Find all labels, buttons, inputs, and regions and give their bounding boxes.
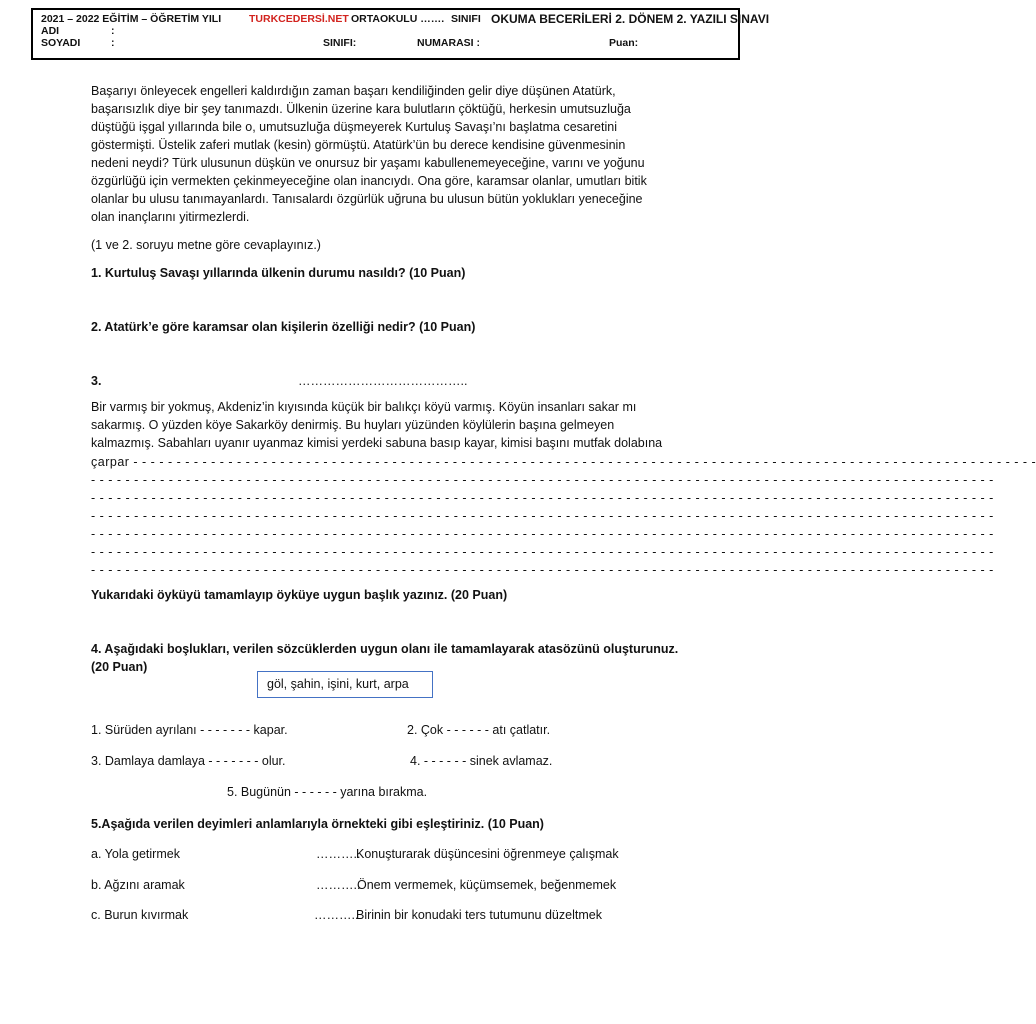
- proverb-item-1: 1. Sürüden ayrılanı - - - - - - - kapar.: [91, 723, 288, 737]
- writing-line[interactable]: [91, 561, 994, 579]
- proverb-item-3: 3. Damlaya damlaya - - - - - - - olur.: [91, 754, 286, 768]
- passage-instruction: (1 ve 2. soruyu metne göre cevaplayınız.): [91, 238, 321, 252]
- brand-name: TURKCEDERSİ.NET: [249, 13, 349, 25]
- question-3: Yukarıdaki öyküyü tamamlayıp öyküye uygun başlık yazınız. (20 Puan): [91, 588, 508, 602]
- name-colon: :: [111, 25, 115, 37]
- question-1: 1. Kurtuluş Savaşı yıllarında ülkenin durumu nasıldı? (10 Puan): [91, 266, 466, 280]
- story-line: kalmazmış. Sabahları uyanır uyanmaz kimisi yerdeki sabuna basıp kayar, kimisi başını mutfak dolabına: [91, 436, 663, 450]
- dash-fill: - - - - - - - - - - - - - - - - - - - - - - - - - - - - - - - - - - - - - - - - - - - - - - - - - - - - - - - - - - - - - - - - - - - - - - - - - - - - - - - - - - - - - - - - - - - - - - - - - - - - - - - - -: [91, 563, 994, 577]
- title-blank: …………………………………..: [298, 374, 468, 388]
- idiom-b: b. Ağzını aramak: [91, 878, 185, 892]
- match-blank-c[interactable]: ………..: [314, 908, 359, 922]
- dash-fill: - - - - - - - - - - - - - - - - - - - - - - - - - - - - - - - - - - - - - - - - - - - - - - - - - - - - - - - - - - - - - - - - - - - - - - - - - - - - - - - - - - - - - - - - - - - - - - - - - - - - - - - - -: [91, 545, 994, 559]
- class-field-label: SINIFI:: [323, 37, 357, 49]
- exam-title: OKUMA BECERİLERİ 2. DÖNEM 2. YAZILI SINAVI: [491, 12, 770, 26]
- passage-line: başarısızlık diye bir şey tanımazdı. Ülkenin üzerine kara bulutların çöktüğü, herkesin umutsuzluğa: [91, 102, 631, 116]
- proverb-item-5: 5. Bugünün - - - - - - yarına bırakma.: [227, 785, 428, 799]
- idiom-c: c. Burun kıvırmak: [91, 908, 189, 922]
- story-line: Bir varmış bir yokmuş, Akdeniz’in kıyısında küçük bir balıkçı köyü varmış. Köyün insanları sakar mı: [91, 400, 637, 414]
- header-title-row: [41, 12, 770, 26]
- question-4-points: (20 Puan): [91, 660, 148, 674]
- name-label: ADI: [41, 25, 60, 37]
- writing-line[interactable]: [91, 489, 994, 507]
- dash-fill: - - - - - - - - - - - - - - - - - - - - - - - - - - - - - - - - - - - - - - - - - - - - - - - - - - - - - - - - - - - - - - - - - - - - - - - - - - - - - - - - - - - - - - - - - - - - - - - - - - - - - - - - -: [91, 491, 994, 505]
- score-label: Puan:: [609, 37, 639, 49]
- dash-fill: - - - - - - - - - - - - - - - - - - - - - - - - - - - - - - - - - - - - - - - - - - - - - - - - - - - - - - - - - - - - - - - - - - - - - - - - - - - - - - - - - - - - - - - - - - - - - - - - - - - - - - - - -: [91, 527, 994, 541]
- dash-fill: - - - - - - - - - - - - - - - - - - - - - - - - - - - - - - - - - - - - - - - - - - - - - - - - - - - - - - - - - - - - - - - - - - - - - - - - - - - - - - - - - - - - - - - - - - - - - - - - - - - - - - - - -: [91, 473, 994, 487]
- meaning-c: Birinin bir konudaki ters tutumunu düzeltmek: [356, 908, 602, 922]
- school-year: 2021 – 2022 EĞİTİM – ÖĞRETİM YILI: [41, 13, 222, 25]
- proverb-item-4: 4. - - - - - - sinek avlamaz.: [410, 754, 553, 768]
- passage-line: nedeni neydi? Türk ulusunun düşkün ve onursuz bir yaşamı kabullenemeyeceğine, varını ve yoğunu: [91, 156, 645, 170]
- passage-line: Başarıyı önleyecek engelleri kaldırdığın zaman başarı kendiliğinden gelir diye düşünen Atatürk,: [91, 84, 616, 98]
- question-2: 2. Atatürk’e göre karamsar olan kişilerin özelliği nedir? (10 Puan): [91, 320, 476, 334]
- header-name-row: [41, 25, 730, 37]
- passage-line: olan inançlarını yitirmezlerdi.: [91, 210, 250, 224]
- passage-line: göstermişti. Üstelik zaferi mutlak (kesin) görmüştü. Atatürk’ün bu derece kendisine güvenmesinin: [91, 138, 626, 152]
- writing-line[interactable]: [91, 525, 994, 543]
- meaning-b: Önem vermemek, küçümsemek, beğenmemek: [357, 878, 617, 892]
- word-bank-box: göl, şahin, işini, kurt, arpa: [257, 671, 433, 698]
- dash-fill: - - - - - - - - - - - - - - - - - - - - - - - - - - - - - - - - - - - - - - - - - - - - - - - - - - - - - - - - - - - - - - - - - - - - - - - - - - - - - - - - - - - - - - - - - - - - - - - - - - - - - - - - -: [91, 509, 994, 523]
- question-3-number: 3.: [91, 374, 102, 388]
- dash-fill: - - - - - - - - - - - - - - - - - - - - - - - - - - - - - - - - - - - - - - - - - - - - - - - - - - - - - - - - - - - - - - - - - - - - - - - - - - - - - - - - - - - - - - - - - - - - - - - - - - - - - - - - -: [129, 455, 1036, 469]
- passage-line: özgürlüğü için vermekten çekinmeyeceğine olan inancıydı. Ona göre, karamsar olanlar, umutları bitik: [91, 174, 647, 188]
- question-5: 5.Aşağıda verilen deyimleri anlamlarıyla örnekteki gibi eşleştiriniz. (10 Puan): [91, 817, 544, 831]
- story-text: [91, 398, 681, 452]
- proverb-item-2: 2. Çok - - - - - - atı çatlatır.: [407, 723, 551, 737]
- writing-line[interactable]: [91, 543, 994, 561]
- match-blank-b[interactable]: ………..: [316, 878, 361, 892]
- exam-header: [31, 8, 770, 60]
- surname-label: SOYADI: [41, 37, 81, 49]
- match-blank-a[interactable]: ………..: [316, 847, 361, 861]
- passage-line: olanlar bu ulusu tanımayanlardı. Tanısalardı özgürlük uğruna bu ulusun bütün yoklukları yeneceğine: [91, 192, 643, 206]
- meaning-a: Konuşturarak düşüncesini öğrenmeye çalışmak: [356, 847, 619, 861]
- school-name: ORTAOKULU …….: [351, 13, 445, 25]
- surname-colon: :: [111, 37, 115, 49]
- story-line: sakarmış. O yüzden köye Sakarköy denirmiş. Bu huyları yüzünden köylülerin başına gelmeyen: [91, 418, 615, 432]
- header-info-row: [41, 37, 730, 49]
- class-label: SINIFI: [451, 13, 481, 25]
- reading-passage: [91, 82, 681, 226]
- number-label: NUMARASI :: [417, 37, 480, 49]
- writing-line-1[interactable]: [91, 453, 1036, 471]
- writing-line[interactable]: [91, 471, 994, 489]
- question-4-line1: 4. Aşağıdaki boşlukları, verilen sözcüklerden uygun olanı ile tamamlayarak atasözünü oluşturunuz.: [91, 642, 679, 656]
- writing-line[interactable]: [91, 507, 994, 525]
- idiom-a: a. Yola getirmek: [91, 847, 180, 861]
- story-last-word: çarpar: [91, 455, 130, 469]
- passage-line: düştüğü işgal yıllarında bile o, umutsuzluğa düşmeyerek Kurtuluş Savaşı’nı başlatma cesaretini: [91, 120, 617, 134]
